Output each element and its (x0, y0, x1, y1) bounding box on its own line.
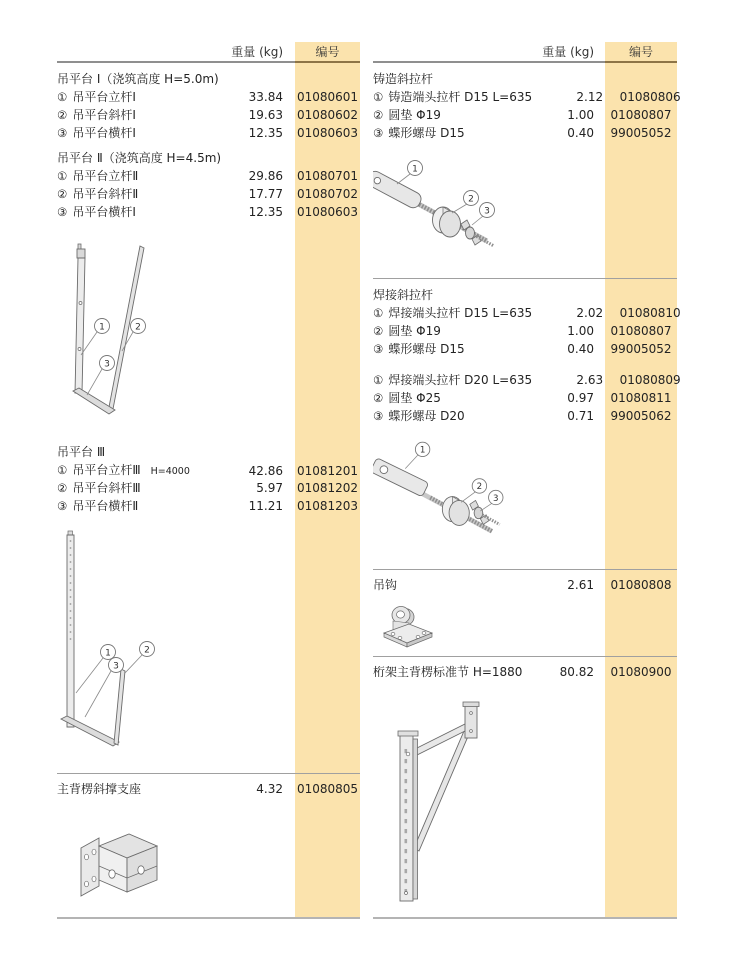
table-header (373, 42, 677, 63)
item-marker: ② (57, 108, 68, 122)
table-row (373, 304, 681, 322)
table-header (57, 42, 360, 63)
item-code: 01080810 (619, 306, 681, 320)
item-weight: 42.86 (248, 464, 283, 478)
item-marker: ③ (57, 499, 68, 513)
item-label: 吊平台横杆Ⅱ (72, 499, 139, 513)
table-row (373, 389, 677, 407)
section-title: 吊平台 Ⅲ (57, 445, 106, 459)
svg-text:1: 1 (419, 445, 426, 456)
truss-waler-standard-section-figure (379, 693, 546, 908)
weight-column-header: 重量 (kg) (542, 44, 594, 59)
header-accent-rule (605, 61, 677, 63)
brace-support-bracket-figure (73, 824, 173, 904)
item-marker: ① (373, 90, 384, 104)
catalog-column-right (373, 42, 681, 908)
item-label: 圆垫 Φ19 (388, 324, 441, 338)
table-row (57, 167, 360, 185)
callout-3 (87, 356, 115, 396)
item-marker: ③ (57, 126, 68, 140)
item-weight: 33.84 (248, 90, 283, 104)
tie-weld-drawing (373, 433, 555, 563)
item-weight: 12.35 (248, 126, 283, 140)
bottom-divider-left (57, 917, 360, 919)
callout-2 (452, 191, 479, 214)
platform-12-drawing (59, 231, 229, 436)
item-marker: ① (57, 169, 68, 183)
item-marker: ③ (373, 409, 384, 423)
table-row (57, 124, 360, 142)
item-label: 蝶形螺母 D15 (388, 342, 465, 356)
catalog-column-left (57, 42, 360, 904)
svg-text:1: 1 (412, 164, 418, 175)
item-weight: 29.86 (248, 169, 283, 183)
item-code: 01081203 (296, 499, 359, 513)
table-row (373, 407, 677, 425)
item-label-cell (373, 88, 532, 106)
item-label-cell (57, 185, 211, 203)
table-row (373, 576, 677, 594)
item-weight: 5.97 (256, 481, 283, 495)
item-code: 01080807 (610, 324, 672, 338)
table-row (57, 106, 360, 124)
svg-text:3: 3 (484, 206, 490, 217)
item-code: 01080603 (296, 126, 359, 140)
item-label: 焊接端头拉杆 D20 L=635 (388, 373, 533, 387)
section-title: 吊平台 Ⅰ（浇筑高度 H=5.0m) (57, 72, 219, 86)
table-row (373, 340, 677, 358)
item-code: 01081202 (296, 481, 359, 495)
table-row (57, 780, 360, 798)
item-marker: ③ (373, 126, 384, 140)
svg-text:3: 3 (113, 661, 119, 672)
item-label-cell (57, 124, 211, 142)
item-label-cell (373, 371, 532, 389)
item-label-cell (373, 340, 523, 358)
item-weight: 0.71 (567, 409, 594, 423)
svg-text:2: 2 (468, 194, 474, 205)
table-row (373, 124, 677, 142)
item-label: 吊平台横杆Ⅰ (72, 126, 136, 140)
item-label-cell (57, 88, 211, 106)
item-label: 圆垫 Φ19 (388, 108, 441, 122)
table-row (373, 88, 681, 106)
item-label: 吊平台立杆Ⅰ (72, 90, 136, 104)
item-label-cell (373, 663, 523, 681)
item-code: 01080808 (610, 578, 672, 592)
table-row (57, 479, 360, 497)
header-accent-rule (295, 61, 360, 63)
weight-column-header: 重量 (kg) (231, 44, 283, 59)
callout-2 (461, 479, 487, 503)
item-weight: 0.97 (567, 391, 594, 405)
lifting-hook-figure (381, 602, 436, 650)
item-label: 吊平台斜杆Ⅰ (72, 108, 136, 122)
item-weight: 11.21 (248, 499, 283, 513)
item-code: 01080900 (610, 665, 672, 679)
item-label: 吊平台立杆Ⅱ (72, 169, 139, 183)
table-row (373, 663, 677, 681)
item-weight: 2.63 (576, 373, 604, 387)
item-label-cell (373, 576, 523, 594)
item-marker: ① (373, 306, 384, 320)
item-label-cell (57, 497, 211, 515)
item-label: 蝶形螺母 D15 (388, 126, 465, 140)
item-label: 吊平台横杆Ⅰ (72, 205, 136, 219)
callout-1 (397, 161, 423, 185)
catalog-section (373, 286, 681, 358)
table-row (57, 88, 360, 106)
item-marker: ② (57, 481, 68, 495)
item-weight: 2.02 (576, 306, 604, 320)
item-label: 铸造端头拉杆 D15 L=635 (388, 90, 533, 104)
cast-tie-rod-figure (373, 160, 555, 272)
item-weight: 12.35 (248, 205, 283, 219)
code-column-header: 编号 (315, 44, 340, 59)
section-title: 吊平台 Ⅱ（浇筑高度 H=4.5m) (57, 151, 222, 165)
item-label-cell (373, 407, 523, 425)
item-marker: ③ (373, 342, 384, 356)
item-label-cell (57, 461, 211, 481)
item-code: 01080702 (296, 187, 359, 201)
item-code: 99005062 (610, 409, 672, 423)
item-marker: ① (57, 90, 68, 104)
hanging-platform-3-figure (59, 527, 234, 767)
item-label: 圆垫 Φ25 (388, 391, 441, 405)
item-weight: 0.40 (567, 126, 594, 140)
section-divider (373, 656, 677, 657)
item-label: 主背楞斜撑支座 (57, 782, 142, 796)
item-weight: 0.40 (567, 342, 594, 356)
item-label-cell (57, 203, 211, 221)
item-code: 01080701 (296, 169, 359, 183)
item-code: 01080601 (296, 90, 359, 104)
welded-tie-rod-figure (373, 433, 555, 563)
item-label-cell (373, 124, 523, 142)
item-code: 01080811 (610, 391, 672, 405)
bottom-divider-right (373, 917, 677, 919)
item-weight: 2.61 (567, 578, 594, 592)
svg-text:2: 2 (476, 482, 483, 493)
item-marker: ③ (57, 205, 68, 219)
callout-3 (480, 490, 503, 511)
table-row (373, 106, 677, 124)
item-label: 吊钩 (373, 578, 398, 592)
item-code: 01081201 (296, 464, 359, 478)
item-label: 蝶形螺母 D20 (388, 409, 465, 423)
svg-text:2: 2 (144, 645, 150, 656)
item-weight: 17.77 (248, 187, 283, 201)
item-marker: ① (373, 373, 384, 387)
catalog-section (57, 443, 360, 515)
catalog-section (57, 149, 360, 221)
item-label: 吊平台斜杆Ⅲ (72, 481, 141, 495)
item-code: 01080806 (619, 90, 681, 104)
callout-1 (81, 319, 110, 356)
item-marker: ① (57, 463, 68, 477)
item-code: 01080805 (296, 782, 359, 796)
item-marker: ② (57, 187, 68, 201)
svg-text:3: 3 (104, 359, 110, 370)
platform-3-drawing (59, 527, 234, 767)
item-code: 01080602 (296, 108, 359, 122)
table-row (57, 497, 360, 515)
item-code: 01080807 (610, 108, 672, 122)
table-row (373, 371, 681, 389)
item-label-cell (57, 780, 211, 798)
section-title: 焊接斜拉杆 (373, 288, 434, 302)
catalog-section (373, 358, 681, 425)
section-divider (373, 278, 677, 279)
item-label: 吊平台斜杆Ⅱ (72, 187, 139, 201)
callout-3 (472, 203, 495, 226)
item-weight: 4.32 (256, 782, 283, 796)
item-weight: 2.12 (576, 90, 604, 104)
section-divider (373, 569, 677, 570)
item-label: 吊平台立杆Ⅲ (72, 463, 141, 477)
catalog-section (57, 70, 360, 142)
item-label-cell (373, 106, 523, 124)
item-code: 01080603 (296, 205, 359, 219)
section-title: 铸造斜拉杆 (373, 72, 434, 86)
item-label-cell (373, 322, 523, 340)
code-column-header: 编号 (628, 44, 653, 59)
hook-drawing (381, 602, 436, 650)
svg-text:2: 2 (135, 322, 141, 333)
table-row (373, 322, 677, 340)
svg-text:3: 3 (493, 493, 499, 504)
item-weight: 1.00 (567, 324, 594, 338)
table-row (57, 203, 360, 221)
item-code: 99005052 (610, 126, 672, 140)
item-marker: ② (373, 108, 384, 122)
catalog-section (373, 70, 681, 142)
tie-cast-drawing (373, 160, 555, 272)
item-label-cell (373, 304, 532, 322)
table-row (57, 185, 360, 203)
item-code: 01080809 (619, 373, 681, 387)
item-label-cell (373, 389, 523, 407)
item-label-sub: H=4000 (150, 466, 190, 477)
item-weight: 19.63 (248, 108, 283, 122)
callout-2 (125, 642, 155, 674)
section-divider (57, 773, 360, 774)
item-marker: ② (373, 324, 384, 338)
item-code: 99005052 (610, 342, 672, 356)
svg-text:1: 1 (99, 322, 105, 333)
item-label-cell (57, 106, 211, 124)
bracket-drawing (73, 824, 173, 904)
item-label: 焊接端头拉杆 D15 L=635 (388, 306, 533, 320)
item-label-cell (57, 167, 211, 185)
item-label-cell (57, 479, 211, 497)
svg-text:1: 1 (105, 648, 111, 659)
item-marker: ② (373, 391, 384, 405)
table-row (57, 461, 360, 479)
hanging-platform-1-2-figure (59, 231, 229, 436)
item-label: 桁架主背楞标准节 H=1880 (373, 665, 523, 679)
truss-drawing (379, 693, 546, 908)
item-weight: 1.00 (567, 108, 594, 122)
item-weight: 80.82 (559, 665, 594, 679)
callout-1 (405, 442, 430, 468)
